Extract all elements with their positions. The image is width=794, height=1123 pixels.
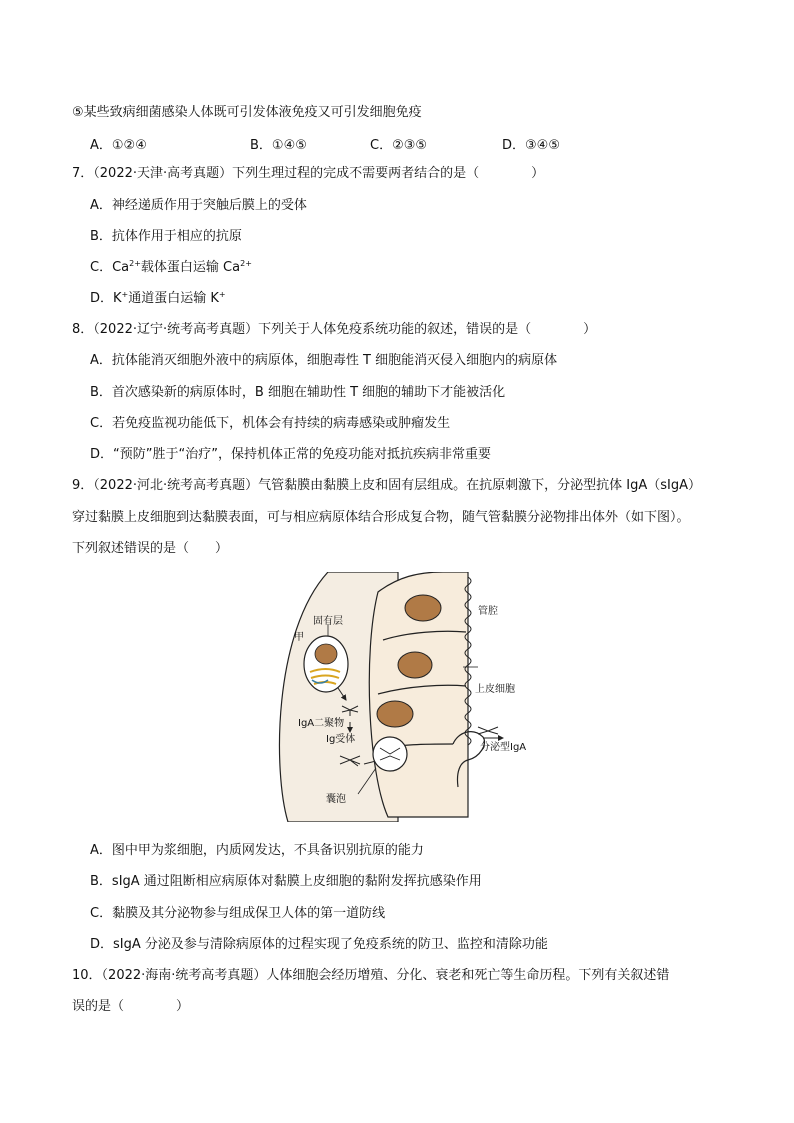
q8-option-b: B．首次感染新的病原体时，B 细胞在辅助性 T 细胞的辅助下才能被活化 bbox=[90, 385, 506, 400]
label-epithelial: 上皮细胞 bbox=[475, 684, 515, 695]
q6-option-b: B．①④⑤ bbox=[250, 138, 307, 153]
q8-option-d: D．“预防”胜于“治疗”，保持机体正常的免疫功能对抵抗疾病非常重要 bbox=[90, 447, 491, 462]
label-vesicle: 囊泡 bbox=[326, 794, 346, 805]
q9-stem-line2: 穿过黏膜上皮细胞到达黏膜表面，可与相应病原体结合形成复合物，随气管黏膜分泌物排出体外（如下图）。 bbox=[72, 510, 690, 525]
q6-option-c: C．②③⑤ bbox=[370, 138, 428, 153]
q9-stem-line1: 9．（2022·河北·统考高考真题）气管黏膜由黏膜上皮和固有层组成。在抗原刺激下，分泌型抗体 IgA（sIgA） bbox=[72, 478, 701, 493]
q6-option-d: D．③④⑤ bbox=[502, 138, 560, 153]
label-siga: 分泌型IgA bbox=[480, 742, 527, 753]
nucleus-1 bbox=[405, 595, 441, 621]
label-lumen: 管腔 bbox=[478, 606, 498, 617]
q7-option-c: C．$Ca^{2+}$载体蛋白运输 $Ca^{2+}$ bbox=[90, 259, 252, 275]
q10-stem-line2: 误的是（ ） bbox=[72, 999, 190, 1014]
q9-option-a: A．图中甲为浆细胞，内质网发达，不具备识别抗原的能力 bbox=[90, 843, 424, 858]
q6-statement-5: ⑤某些致病细菌感染人体既可引发体液免疫又可引发细胞免疫 bbox=[72, 105, 422, 120]
q7-option-d: D．K+通道蛋白运输 K+ bbox=[90, 290, 226, 306]
q7-stem: 7．（2022·天津·高考真题）下列生理过程的完成不需要两者结合的是（ ） bbox=[72, 166, 545, 181]
q9-option-d: D．sIgA 分泌及参与清除病原体的过程实现了免疫系统的防卫、监控和清除功能 bbox=[90, 937, 548, 952]
label-receptor: Ig受体 bbox=[326, 734, 356, 745]
nucleus-3 bbox=[377, 701, 413, 727]
q6-option-a: A．①②④ bbox=[90, 138, 147, 153]
secretory-iga-icon bbox=[478, 727, 498, 734]
q7-option-a: A．神经递质作用于突触后膜上的受体 bbox=[90, 198, 307, 213]
q9-option-b: B．sIgA 通过阻断相应病原体对黏膜上皮细胞的黏附发挥抗感染作用 bbox=[90, 874, 482, 889]
mucosa-figure bbox=[268, 572, 538, 822]
nucleus-2 bbox=[398, 652, 432, 678]
q10-stem-line1: 10．（2022·海南·统考高考真题）人体细胞会经历增殖、分化、衰老和死亡等生命历程。下列有关叙述错 bbox=[72, 968, 670, 983]
label-dimer: IgA二聚物 bbox=[298, 718, 345, 729]
label-jia: 甲 bbox=[294, 632, 304, 643]
plasma-cell-nucleus bbox=[315, 644, 337, 664]
q8-stem: 8．（2022·辽宁·统考高考真题）下列关于人体免疫系统功能的叙述，错误的是（ ） bbox=[72, 322, 597, 337]
q9-stem-line3: 下列叙述错误的是（ ） bbox=[72, 541, 229, 556]
label-lamina: 固有层 bbox=[313, 616, 343, 627]
q8-option-c: C．若免疫监视功能低下，机体会有持续的病毒感染或肿瘤发生 bbox=[90, 416, 451, 431]
mucosa-diagram bbox=[268, 572, 538, 822]
q9-option-c: C．黏膜及其分泌物参与组成保卫人体的第一道防线 bbox=[90, 906, 386, 921]
q7-option-b: B．抗体作用于相应的抗原 bbox=[90, 229, 242, 244]
q8-option-a: A．抗体能消灭细胞外液中的病原体，细胞毒性 T 细胞能消灭侵入细胞内的病原体 bbox=[90, 353, 558, 368]
